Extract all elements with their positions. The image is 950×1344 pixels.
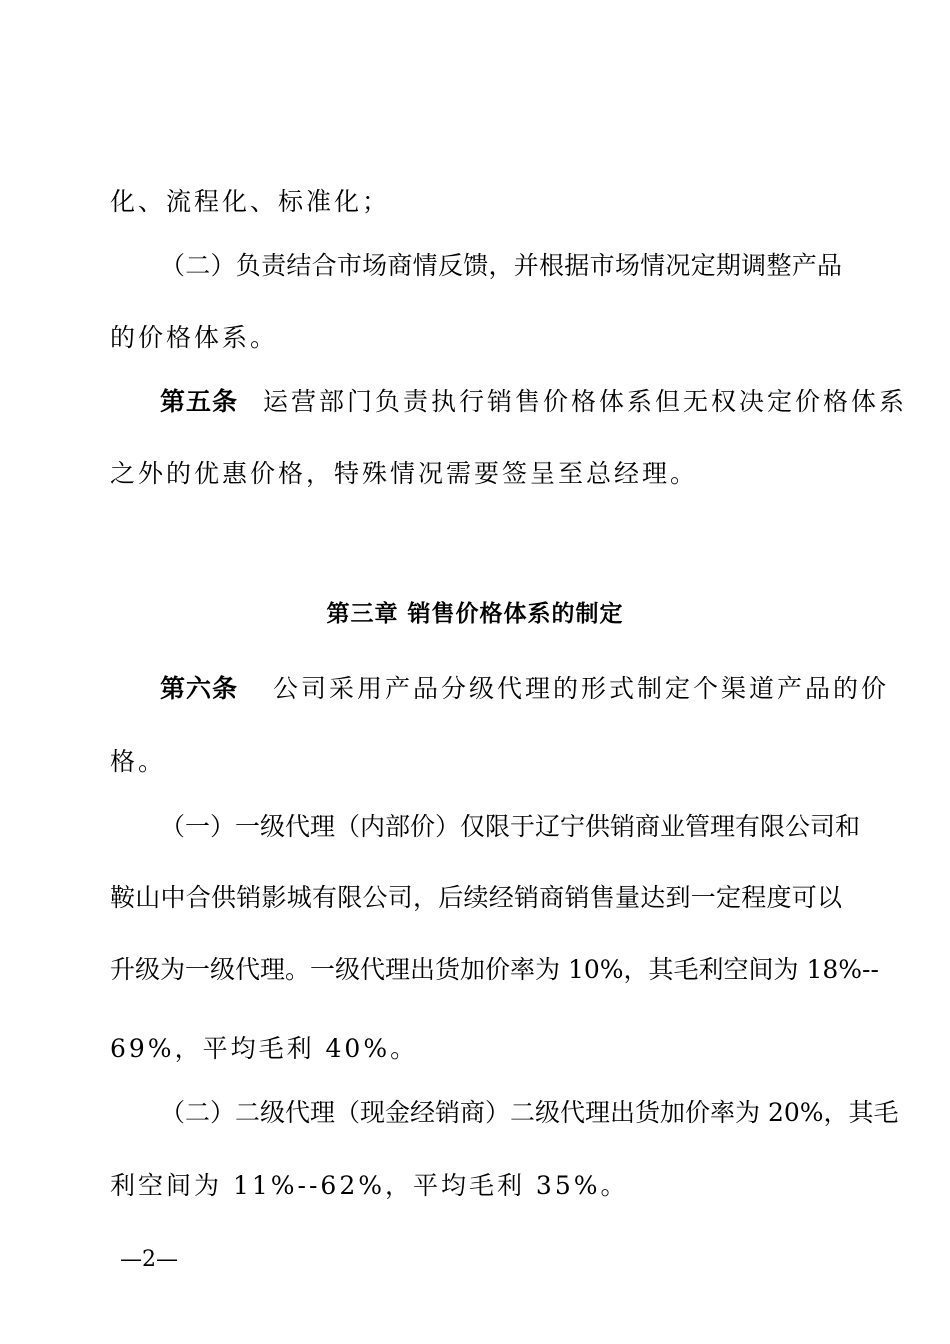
- article-five-label: 第五条: [160, 387, 239, 416]
- article-six-line: [160, 671, 889, 707]
- paragraph-line: 鞍山中合供销影城有限公司，后续经销商销售量达到一定程度可以: [110, 883, 842, 912]
- paragraph-line: 格。: [110, 747, 167, 776]
- page-number: —2—: [120, 1247, 178, 1272]
- article-six-label: 第六条: [160, 674, 239, 703]
- paragraph-line: （一）一级代理（内部价）仅限于辽宁供销商业管理有限公司和: [160, 812, 861, 841]
- article-six-text: 公司采用产品分级代理的形式制定个渠道产品的价: [272, 674, 889, 703]
- paragraph-line: 之外的优惠价格，特殊情况需要签呈至总经理。: [110, 459, 699, 488]
- paragraph-line: （二）负责结合市场商情反馈，并根据市场情况定期调整产品: [160, 251, 842, 280]
- paragraph-line: 的价格体系。: [110, 323, 279, 352]
- article-five-line: [160, 384, 907, 420]
- chapter-title: 第三章 销售价格体系的制定: [326, 601, 624, 627]
- paragraph-line: 升级为一级代理。一级代理出货加价率为 10%，其毛利空间为 18%--: [110, 955, 879, 984]
- paragraph-line: 化、流程化、标准化；: [110, 187, 391, 216]
- paragraph-line: （二）二级代理（现金经销商）二级代理出货加价率为 20%，其毛: [160, 1098, 899, 1127]
- paragraph-line: 69%，平均毛利 40%。: [110, 1034, 419, 1063]
- paragraph-line: 利空间为 11%--62%，平均毛利 35%。: [110, 1171, 629, 1200]
- article-five-text: 运营部门负责执行销售价格体系但无权决定价格体系: [262, 387, 907, 416]
